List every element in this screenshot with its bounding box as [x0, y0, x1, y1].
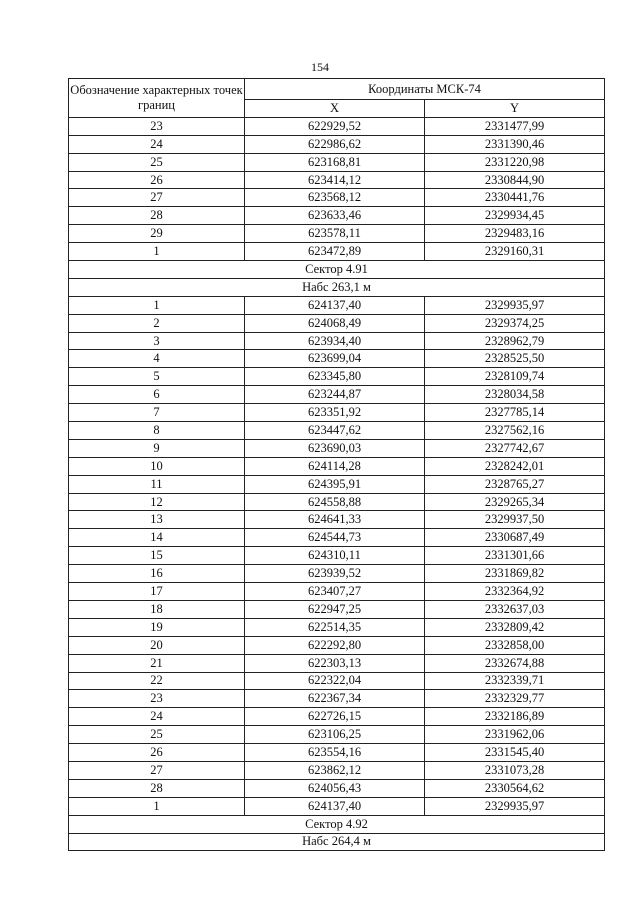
y-coordinate-cell: 2331545,40 [425, 744, 605, 762]
table-row [69, 708, 605, 726]
table-row [69, 171, 605, 189]
table-row [69, 583, 605, 601]
point-id-cell: 1 [69, 797, 245, 815]
section-row [69, 815, 605, 833]
x-coordinate-cell: 623472,89 [245, 243, 425, 261]
point-id-cell: 27 [69, 189, 245, 207]
y-coordinate-cell: 2328242,01 [425, 457, 605, 475]
point-designation-header: Обозначение характерных точек границ [69, 79, 245, 118]
x-coordinate-cell: 623690,03 [245, 439, 425, 457]
point-id-cell: 3 [69, 332, 245, 350]
x-coordinate-cell: 623106,25 [245, 726, 425, 744]
point-id-cell: 26 [69, 744, 245, 762]
y-coordinate-cell: 2330441,76 [425, 189, 605, 207]
point-id-cell: 16 [69, 565, 245, 583]
y-coordinate-cell: 2327562,16 [425, 422, 605, 440]
x-coordinate-cell: 623699,04 [245, 350, 425, 368]
table-row [69, 654, 605, 672]
y-coordinate-cell: 2332637,03 [425, 600, 605, 618]
section-label: Сектор 4.92 [69, 815, 605, 833]
y-coordinate-cell: 2331390,46 [425, 135, 605, 153]
table-row [69, 386, 605, 404]
y-coordinate-cell: 2332674,88 [425, 654, 605, 672]
point-id-cell: 26 [69, 171, 245, 189]
table-row [69, 457, 605, 475]
point-id-cell: 7 [69, 404, 245, 422]
point-id-cell: 5 [69, 368, 245, 386]
table-row [69, 475, 605, 493]
y-coordinate-cell: 2329160,31 [425, 243, 605, 261]
point-id-cell: 13 [69, 511, 245, 529]
table-row [69, 243, 605, 261]
point-id-cell: 9 [69, 439, 245, 457]
y-coordinate-cell: 2330687,49 [425, 529, 605, 547]
table-row [69, 422, 605, 440]
y-coordinate-cell: 2330564,62 [425, 779, 605, 797]
table-row [69, 439, 605, 457]
point-id-cell: 17 [69, 583, 245, 601]
y-coordinate-cell: 2331477,99 [425, 117, 605, 135]
x-column-header: X [245, 100, 425, 118]
x-coordinate-cell: 624310,11 [245, 547, 425, 565]
point-id-cell: 19 [69, 618, 245, 636]
point-id-cell: 29 [69, 225, 245, 243]
table-row [69, 726, 605, 744]
coordinates-table [68, 78, 605, 851]
section-row [69, 278, 605, 296]
y-coordinate-cell: 2328962,79 [425, 332, 605, 350]
table-row [69, 153, 605, 171]
y-coordinate-cell: 2331962,06 [425, 726, 605, 744]
y-column-header: Y [425, 100, 605, 118]
point-id-cell: 24 [69, 135, 245, 153]
table-row [69, 368, 605, 386]
x-coordinate-cell: 622986,62 [245, 135, 425, 153]
table-row [69, 296, 605, 314]
x-coordinate-cell: 623554,16 [245, 744, 425, 762]
y-coordinate-cell: 2332186,89 [425, 708, 605, 726]
table-row [69, 207, 605, 225]
y-coordinate-cell: 2329374,25 [425, 314, 605, 332]
y-coordinate-cell: 2328765,27 [425, 475, 605, 493]
table-row [69, 135, 605, 153]
x-coordinate-cell: 622303,13 [245, 654, 425, 672]
y-coordinate-cell: 2329483,16 [425, 225, 605, 243]
point-id-cell: 28 [69, 779, 245, 797]
table-row [69, 565, 605, 583]
x-coordinate-cell: 624137,40 [245, 797, 425, 815]
y-coordinate-cell: 2331869,82 [425, 565, 605, 583]
point-id-cell: 20 [69, 636, 245, 654]
x-coordinate-cell: 622726,15 [245, 708, 425, 726]
x-coordinate-cell: 624558,88 [245, 493, 425, 511]
x-coordinate-cell: 623414,12 [245, 171, 425, 189]
point-id-cell: 11 [69, 475, 245, 493]
y-coordinate-cell: 2329265,34 [425, 493, 605, 511]
section-row [69, 833, 605, 851]
y-coordinate-cell: 2332364,92 [425, 583, 605, 601]
y-coordinate-cell: 2332329,77 [425, 690, 605, 708]
x-coordinate-cell: 623862,12 [245, 761, 425, 779]
table-row [69, 350, 605, 368]
table-row [69, 690, 605, 708]
x-coordinate-cell: 623939,52 [245, 565, 425, 583]
x-coordinate-cell: 624056,43 [245, 779, 425, 797]
point-id-cell: 14 [69, 529, 245, 547]
table-row [69, 672, 605, 690]
y-coordinate-cell: 2329935,97 [425, 797, 605, 815]
x-coordinate-cell: 624068,49 [245, 314, 425, 332]
table-row [69, 314, 605, 332]
point-id-cell: 22 [69, 672, 245, 690]
y-coordinate-cell: 2331073,28 [425, 761, 605, 779]
table-row [69, 332, 605, 350]
y-coordinate-cell: 2329934,45 [425, 207, 605, 225]
x-coordinate-cell: 622929,52 [245, 117, 425, 135]
y-coordinate-cell: 2332339,71 [425, 672, 605, 690]
x-coordinate-cell: 622367,34 [245, 690, 425, 708]
y-coordinate-cell: 2331301,66 [425, 547, 605, 565]
point-id-cell: 23 [69, 117, 245, 135]
table-row [69, 761, 605, 779]
point-id-cell: 2 [69, 314, 245, 332]
x-coordinate-cell: 623568,12 [245, 189, 425, 207]
point-id-cell: 1 [69, 243, 245, 261]
point-id-cell: 25 [69, 153, 245, 171]
table-row [69, 225, 605, 243]
x-coordinate-cell: 623244,87 [245, 386, 425, 404]
y-coordinate-cell: 2328109,74 [425, 368, 605, 386]
x-coordinate-cell: 624137,40 [245, 296, 425, 314]
x-coordinate-cell: 623407,27 [245, 583, 425, 601]
y-coordinate-cell: 2332809,42 [425, 618, 605, 636]
section-label: Сектор 4.91 [69, 261, 605, 279]
coordinate-system-header: Координаты МСК-74 [245, 79, 605, 100]
table-row [69, 779, 605, 797]
x-coordinate-cell: 623168,81 [245, 153, 425, 171]
point-id-cell: 10 [69, 457, 245, 475]
x-coordinate-cell: 622947,25 [245, 600, 425, 618]
y-coordinate-cell: 2332858,00 [425, 636, 605, 654]
y-coordinate-cell: 2328525,50 [425, 350, 605, 368]
point-id-cell: 21 [69, 654, 245, 672]
x-coordinate-cell: 623934,40 [245, 332, 425, 350]
point-id-cell: 18 [69, 600, 245, 618]
y-coordinate-cell: 2329935,97 [425, 296, 605, 314]
y-coordinate-cell: 2327742,67 [425, 439, 605, 457]
x-coordinate-cell: 624641,33 [245, 511, 425, 529]
y-coordinate-cell: 2329937,50 [425, 511, 605, 529]
table-row [69, 636, 605, 654]
point-id-cell: 1 [69, 296, 245, 314]
table-body [69, 117, 605, 851]
point-id-cell: 6 [69, 386, 245, 404]
x-coordinate-cell: 623633,46 [245, 207, 425, 225]
table-header [69, 79, 605, 118]
table-row [69, 511, 605, 529]
table-row [69, 618, 605, 636]
section-label: Набс 264,4 м [69, 833, 605, 851]
x-coordinate-cell: 623351,92 [245, 404, 425, 422]
point-id-cell: 23 [69, 690, 245, 708]
point-id-cell: 4 [69, 350, 245, 368]
point-id-cell: 15 [69, 547, 245, 565]
table-row [69, 547, 605, 565]
table-row [69, 404, 605, 422]
table-row [69, 797, 605, 815]
section-row [69, 261, 605, 279]
x-coordinate-cell: 622514,35 [245, 618, 425, 636]
table-row [69, 744, 605, 762]
x-coordinate-cell: 623345,80 [245, 368, 425, 386]
page-number: 154 [311, 60, 329, 74]
y-coordinate-cell: 2327785,14 [425, 404, 605, 422]
x-coordinate-cell: 622292,80 [245, 636, 425, 654]
table-row [69, 493, 605, 511]
y-coordinate-cell: 2328034,58 [425, 386, 605, 404]
x-coordinate-cell: 624395,91 [245, 475, 425, 493]
point-id-cell: 8 [69, 422, 245, 440]
x-coordinate-cell: 622322,04 [245, 672, 425, 690]
x-coordinate-cell: 624114,28 [245, 457, 425, 475]
point-id-cell: 28 [69, 207, 245, 225]
point-id-cell: 24 [69, 708, 245, 726]
table-row [69, 189, 605, 207]
y-coordinate-cell: 2331220,98 [425, 153, 605, 171]
point-id-cell: 12 [69, 493, 245, 511]
table-row [69, 117, 605, 135]
section-label: Набс 263,1 м [69, 278, 605, 296]
x-coordinate-cell: 624544,73 [245, 529, 425, 547]
table-row [69, 600, 605, 618]
point-id-cell: 25 [69, 726, 245, 744]
x-coordinate-cell: 623447,62 [245, 422, 425, 440]
point-id-cell: 27 [69, 761, 245, 779]
table-row [69, 529, 605, 547]
x-coordinate-cell: 623578,11 [245, 225, 425, 243]
y-coordinate-cell: 2330844,90 [425, 171, 605, 189]
